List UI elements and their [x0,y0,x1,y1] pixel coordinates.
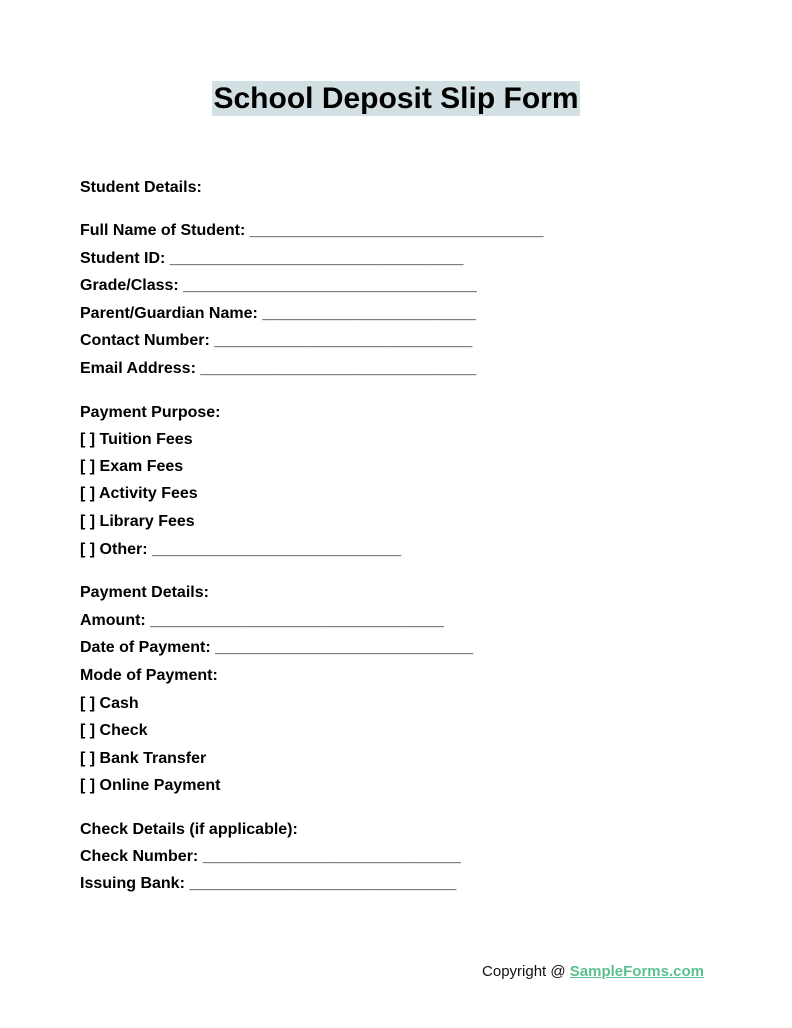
mode-of-payment-label: Mode of Payment: [80,667,218,684]
grade-class-field: Grade/Class: _________________________________ [80,277,477,294]
check-details-heading: Check Details (if applicable): [80,821,298,838]
footer-copyright [482,962,704,982]
full-name-field: Full Name of Student: _________________________________ [80,222,544,239]
student-details-heading: Student Details: [80,179,202,196]
tuition-fees-option: [ ] Tuition Fees [80,431,193,448]
amount-field: Amount: _________________________________ [80,612,444,629]
bank-transfer-option: [ ] Bank Transfer [80,750,207,767]
cash-option: [ ] Cash [80,695,139,712]
parent-guardian-field: Parent/Guardian Name: ________________________ [80,305,476,322]
payment-details-heading: Payment Details: [80,584,209,601]
contact-number-field: Contact Number: _____________________________ [80,332,473,349]
library-fees-option: [ ] Library Fees [80,513,195,530]
exam-fees-option: [ ] Exam Fees [80,458,184,475]
issuing-bank-field: Issuing Bank: ______________________________ [80,875,457,892]
payment-purpose-heading: Payment Purpose: [80,404,221,421]
date-of-payment-field: Date of Payment: _____________________________ [80,639,474,656]
student-id-field: Student ID: _________________________________ [80,250,464,267]
sampleforms-link[interactable]: SampleForms.com [569,963,704,980]
online-payment-option: [ ] Online Payment [80,777,221,794]
other-option: [ ] Other: ____________________________ [80,541,402,558]
copyright-prefix: Copyright @ [482,963,570,980]
check-number-field: Check Number: _____________________________ [80,848,461,865]
activity-fees-option: [ ] Activity Fees [80,485,198,502]
check-option: [ ] Check [80,722,148,739]
email-address-field: Email Address: _______________________________ [80,360,477,377]
page-title: School Deposit Slip Form [213,82,579,115]
title-wrap [0,81,792,116]
